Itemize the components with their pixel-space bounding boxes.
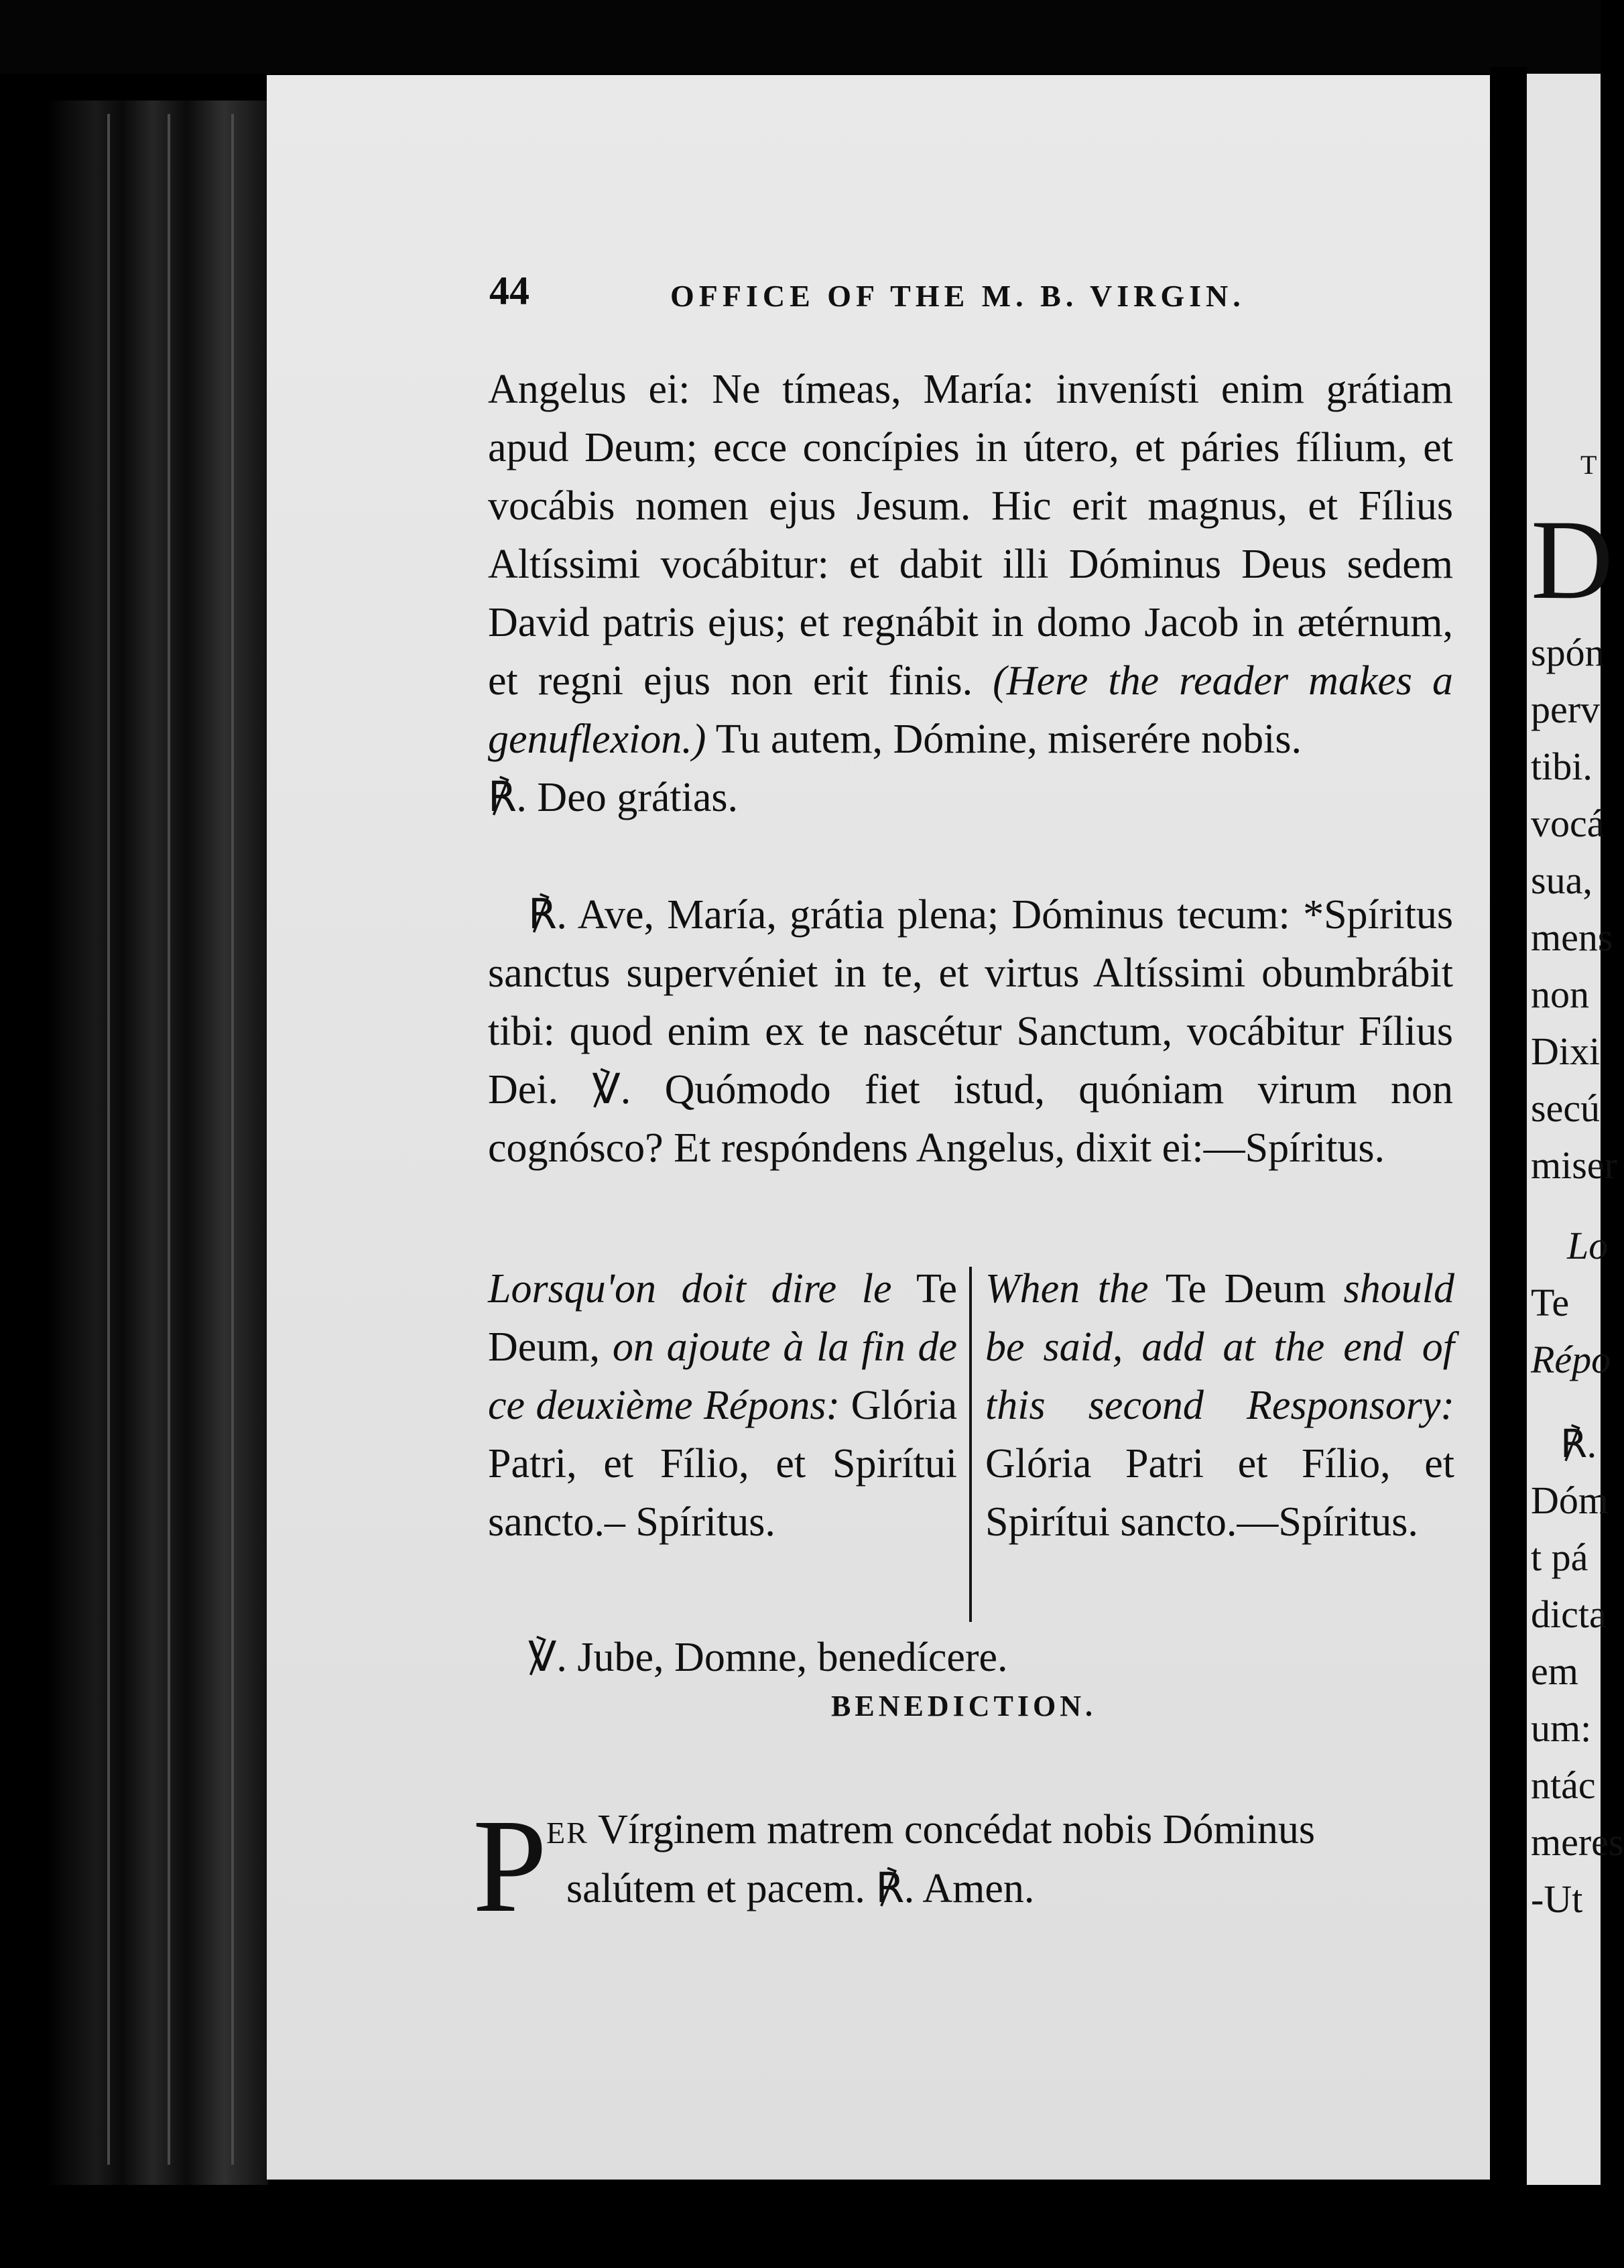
adjacent-page-edge	[1527, 74, 1624, 2185]
scan-top-edge	[0, 0, 1601, 74]
fragment: miser	[1531, 1143, 1617, 1187]
french-roman-b: Glória Patri, et Fílio, et Spirítui sancto.– Spíritus.	[488, 1383, 958, 1545]
fragment: Dixi	[1531, 1029, 1601, 1073]
fragment: vocá	[1531, 802, 1605, 845]
fragment: secú	[1531, 1086, 1601, 1130]
responsory-text: ℟. Ave, María, grátia plena; Dóminus tecum: *Spíritus sanctus supervéniet in te, et virtus Altíssimi obumbrábit tibi: quod enim ex te nascétur Sanctum, vocábitur Fílius Dei.	[488, 892, 1453, 1113]
fragment: sua,	[1531, 859, 1592, 902]
fragment: mens	[1531, 916, 1613, 959]
benediction-line-2	[566, 1863, 1034, 1913]
spine-line	[168, 114, 170, 2165]
fragment: Te	[1531, 1281, 1570, 1324]
running-title: OFFICE OF THE M. B. VIRGIN.	[670, 279, 1245, 313]
book-spine	[47, 101, 268, 2185]
rubric-english-column	[985, 1260, 1454, 1552]
fragment: -Ut	[1531, 1877, 1583, 1921]
lesson-paragraph	[488, 361, 1453, 827]
jube-text: ℣. Jube, Domne, benedícere.	[528, 1635, 1008, 1680]
rubric-genuflexion: (Here the reader makes a genuflexion.)	[488, 658, 1453, 762]
responsory-paragraph	[488, 886, 1453, 1178]
fragment: um:	[1531, 1706, 1592, 1750]
fragment: em	[1531, 1649, 1578, 1693]
benediction-amen: ℟. Amen.	[875, 1866, 1035, 1911]
fragment: t pá	[1531, 1535, 1588, 1579]
fragment: T	[1580, 450, 1597, 480]
lesson-close: Tu autem, Dómine, miserére nobis.	[715, 716, 1302, 762]
jube-line	[488, 1629, 1453, 1687]
fragment: Répo	[1531, 1338, 1611, 1381]
french-italic-a: Lorsqu'on doit dire le	[488, 1266, 892, 1312]
fragment: non	[1531, 972, 1589, 1016]
drop-capital: P	[473, 1792, 548, 1940]
fragment: ntác	[1531, 1763, 1596, 1807]
benediction-text-2: salútem et pacem.	[566, 1866, 865, 1911]
english-roman-a: Te Deum	[1165, 1266, 1326, 1312]
fragment: D	[1531, 497, 1613, 623]
benediction-smallcaps: ER	[546, 1816, 588, 1850]
fragment: meres	[1531, 1820, 1624, 1864]
rubric-french-column	[488, 1260, 957, 1552]
fragment: dicta	[1531, 1592, 1607, 1636]
english-italic-b: should be said, add at the end of this second Responsory:	[985, 1266, 1454, 1428]
page-gutter	[1490, 67, 1527, 2212]
page-number: 44	[489, 269, 529, 313]
fragment: tibi.	[1531, 745, 1592, 788]
column-divider	[969, 1267, 972, 1622]
fragment: ℟.	[1560, 1422, 1597, 1466]
french-italic-b: on ajoute à la fin de ce deuxième Répons:	[488, 1324, 958, 1428]
responsory-versicle: ℣. Quómodo fiet istud, quóniam virum non cognósco? Et respóndens Angelus, dixit ei:—Spíritus.	[488, 1067, 1453, 1171]
french-roman-a: Te Deum,	[488, 1266, 957, 1370]
lesson-response: ℟. Deo grátias.	[488, 775, 738, 820]
fragment: spón	[1531, 631, 1605, 674]
english-roman-b: Glória Patri et Fílio, et Spirítui sancto.—Spíritus.	[985, 1441, 1454, 1545]
spine-line	[231, 114, 234, 2165]
fragment: Lo	[1567, 1224, 1609, 1267]
benediction-line-1	[546, 1806, 1315, 1854]
spine-line	[107, 114, 110, 2165]
fragment: Dóm	[1531, 1478, 1609, 1522]
english-italic-a: When the	[985, 1266, 1149, 1312]
lesson-text: Angelus ei: Ne tímeas, María: invenísti enim grátiam apud Deum; ecce concípies in útero, et páries fílium, et vocábis nomen ejus Jesum. Hic erit magnus, et Fílius Altíssimi vocábitur: et dabit illi Dóminus Deus sedem David patris ejus; et regnábit in domo Jacob in ætérnum, et regni ejus non erit finis.	[488, 367, 1453, 704]
benediction-title: BENEDICTION.	[831, 1690, 1097, 1722]
benediction-text-1: Vírginem matrem concédat nobis Dóminus	[598, 1807, 1316, 1852]
fragment: perv	[1531, 688, 1601, 731]
